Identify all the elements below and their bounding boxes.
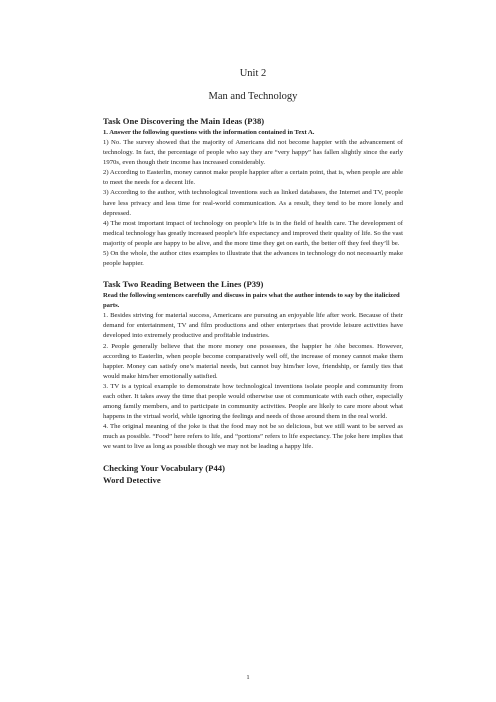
task-two-answer-3: 3. TV is a typical example to demonstrate how technological inventions isolate people and community from each other. It takes away the time that people would otherwise use ot communicate with each other, especially among family members, and to participate in community activities. People are likely to care more about what happens in the virtual world, while ignoring the feelings and needs of those around them in the real world. — [103, 382, 403, 421]
word-detective-heading: Word Detective — [103, 474, 161, 485]
task-two-answer-4: 4. The original meaning of the joke is that the food may not be so delicious, but we still want to be served as much as possible. “Food” here refers to life, and “portions” refers to life expectancy. The joke here implies that we want to live as long as possible though we may not be leading a happy life. — [103, 423, 403, 451]
task-one-heading: Task One Discovering the Main Ideas (P38) — [103, 116, 265, 126]
task-one-answer-1: 1) No. The survey showed that the majority of Americans did not become happier with the advancement of technology. In fact, the percentage of people who say they are “very happy” has fallen slightly since the early 1970s, even though their income has increased considerably. — [103, 139, 403, 167]
task-one-answer-3: 3) According to the author, with technological inventions such as linked databases, the Internet and TV, people have less privacy and less time for real-world communication. As a result, they tend to be more lonely and depressed. — [103, 189, 403, 217]
task-two-answer-1: 1. Besides striving for material success, Americans are pursuing an enjoyable life after work. Because of their demand for entertainment, TV and film productions and other enterprises that provide leisure activities have developed into extremely productive and profitable industries. — [103, 312, 403, 340]
task-one-instruction: 1. Answer the following questions with the information contained in Text A. — [103, 129, 315, 136]
task-two-answer-2: 2. People generally believe that the more money one possesses, the happier he /she becomes. However, according to Easterlin, when people become comparatively well off, the increase of money cannot make them happier. Money can satisfy one’s material needs, but cannot buy him/her love, friendship, or family ties that would make him/her emotionally satisfied. — [103, 342, 403, 380]
page-title: Man and Technology — [208, 91, 298, 102]
task-one-answer-5: 5) On the whole, the author cites examples to illustrate that the advances in technology do not necessarily make people happier. — [103, 250, 403, 268]
task-two-instruction: Read the following sentences carefully and discuss in pairs what the author intends to say by the italicized parts. — [103, 292, 400, 310]
section-spacer — [103, 453, 403, 463]
unit-label: Unit 2 — [239, 68, 267, 79]
page-content — [103, 68, 403, 487]
task-one-answer-2: 2) According to Easterlin, money cannot make people happier after a certain point, that is, when people are able to meet the needs for a decent life. — [103, 169, 403, 187]
page-number: 1 — [246, 674, 250, 681]
section-spacer — [103, 269, 403, 279]
task-one-answer-4: 4) The most important impact of technology on people’s life is in the field of health care. The development of medical technology has greatly increased people’s life expectancy and improved their quality of life. So the vast majority of people are happy to be alive, and the more time they get on earth, the better off they feel they’ll be. — [103, 219, 403, 247]
vocabulary-heading: Checking Your Vocabulary (P44) — [103, 462, 226, 473]
task-two-heading: Task Two Reading Between the Lines (P39) — [103, 279, 264, 290]
